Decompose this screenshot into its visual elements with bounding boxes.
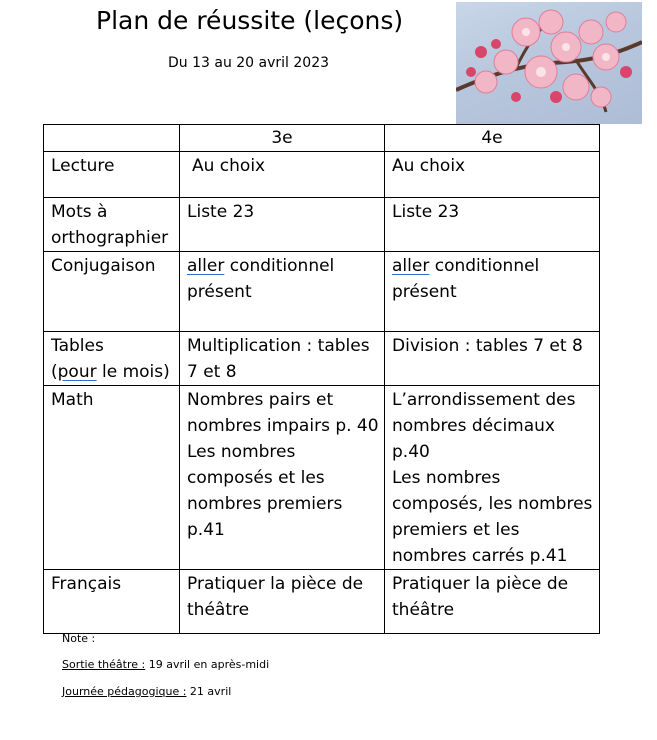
grade-4-cell: Au choix [385, 152, 600, 198]
subject-cell: Conjugaison [44, 252, 180, 332]
grade-3-cell: Pratiquer la pièce de théâtre [180, 570, 385, 634]
subject-cell: Math [44, 386, 180, 570]
header-grade-3: 3e [180, 125, 385, 152]
grade-4-cell: Liste 23 [385, 198, 600, 252]
lesson-line: L’arrondissement des nombres décimaux p.40 [392, 390, 576, 462]
verb-word: aller [392, 256, 430, 276]
subject-cell: Lecture [44, 152, 180, 198]
subject-paren-open: ( [51, 362, 58, 382]
grade-4-cell: Division : tables 7 et 8 [385, 332, 600, 386]
lesson-line: Les nombres composés, les nombres premiers et les nombres carrés p.41 [392, 468, 593, 566]
note-ped-day [62, 685, 231, 699]
subject-cell: Mots à orthographier [44, 198, 180, 252]
note-outing-label: Sortie théâtre : [62, 658, 146, 671]
grade-3-cell [180, 252, 385, 332]
subject-line: Tables [51, 336, 104, 356]
table-row [44, 198, 600, 252]
grade-3-cell: Liste 23 [180, 198, 385, 252]
note-outing [62, 658, 269, 672]
page-title: Plan de réussite (leçons) [96, 6, 404, 35]
table-row [44, 252, 600, 332]
subject-paren-close: le mois) [96, 362, 170, 382]
verb-word: aller [187, 256, 225, 276]
table-row [44, 386, 600, 570]
note-outing-value: 19 avril en après-midi [145, 658, 270, 671]
table-row [44, 570, 600, 634]
grade-3-cell: Au choix [180, 152, 385, 198]
grade-3-cell [180, 386, 385, 570]
grade-4-cell: Pratiquer la pièce de théâtre [385, 570, 600, 634]
date-range: Du 13 au 20 avril 2023 [168, 55, 330, 71]
note-ped-value: 21 avril [186, 685, 232, 698]
lesson-plan-table [43, 124, 600, 634]
conjugation-text: conditionnel présent [392, 256, 540, 302]
grade-4-cell [385, 252, 600, 332]
table-row [44, 332, 600, 386]
subject-cell: Français [44, 570, 180, 634]
subject-word: pour [57, 362, 97, 382]
lesson-line: Les nombres composés et les nombres premiers p.41 [187, 442, 343, 540]
subject-cell [44, 332, 180, 386]
note-label: Note : [62, 632, 96, 645]
cherry-blossom-photo [456, 2, 642, 124]
lesson-line: Nombres pairs et nombres impairs p. 40 [187, 390, 379, 436]
header-grade-4: 4e [385, 125, 600, 152]
note-ped-label: Journée pédagogique : [62, 685, 187, 698]
table-row [44, 152, 600, 198]
grade-4-cell [385, 386, 600, 570]
table-header-row [44, 125, 600, 152]
cherry-blossom-illustration [456, 2, 642, 124]
grade-3-cell: Multiplication : tables 7 et 8 [180, 332, 385, 386]
conjugation-text: conditionnel présent [187, 256, 335, 302]
header-empty-cell [44, 125, 180, 152]
